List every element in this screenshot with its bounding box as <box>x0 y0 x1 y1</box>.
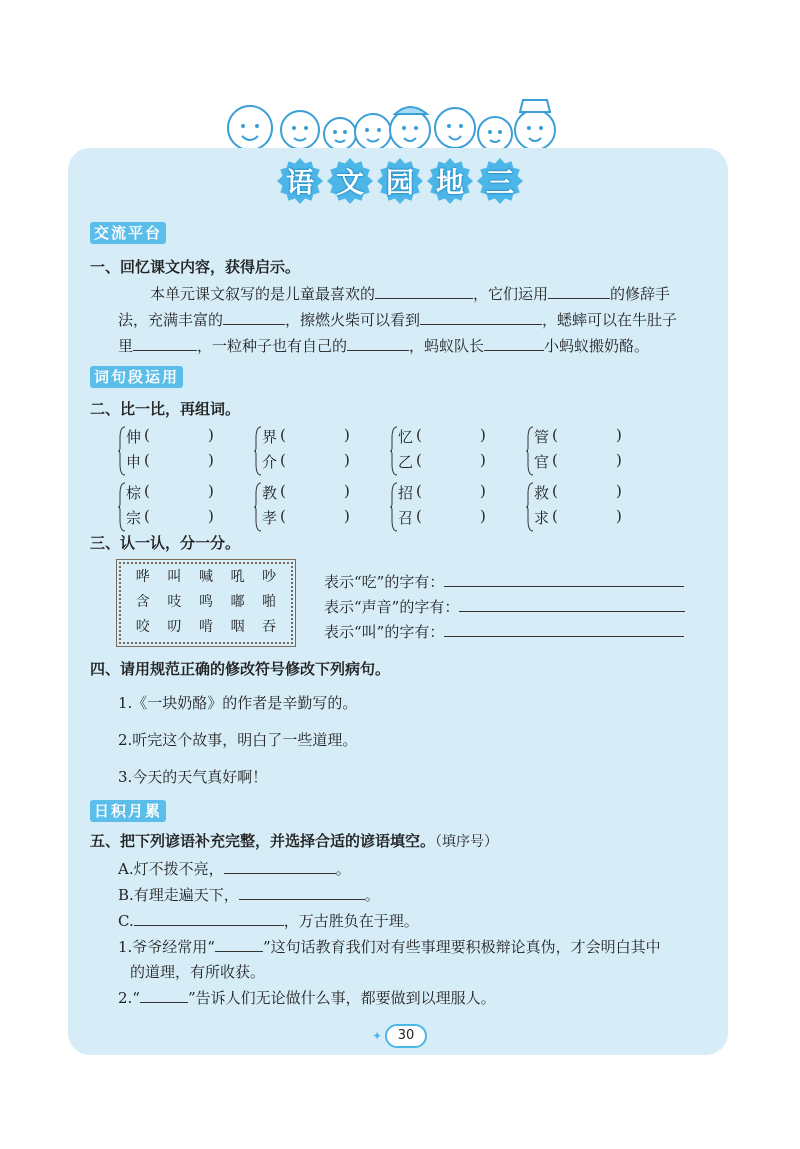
classify-eat: 表示“吃”的字有： <box>324 571 684 592</box>
sentence-item: 2.听完这个故事，明白了一些道理。 <box>118 731 358 749</box>
sparkle-icon: ✦ <box>372 1029 383 1043</box>
proverb-c: C. ，万古胜负在于理。 <box>118 912 419 930</box>
question-2-heading: 二、比一比，再组词。 <box>90 400 241 418</box>
word-pair: 教 ( ) 孝 ( ) <box>254 482 374 534</box>
word-pair: 棕 ( ) 宗 ( ) <box>118 482 238 534</box>
fill-sentence-1: 1.爷爷经常用“ ”这句话教育我们对有些事理要积极辩论真伪，才会明白其中 <box>118 938 661 956</box>
q1-line-2: 法，充满丰富的 ，擦燃火柴可以看到 ，蟋蟀可以在牛肚子 <box>118 311 678 329</box>
blank[interactable] <box>420 310 542 325</box>
blank[interactable] <box>223 310 285 325</box>
char-row: 哗 叫 喊 吼 吵 <box>135 569 277 585</box>
blank[interactable] <box>459 597 685 612</box>
question-1-heading: 一、回忆课文内容，获得启示。 <box>90 258 301 276</box>
word-pair: 伸 ( ) 申 ( ) <box>118 426 238 478</box>
page-number <box>372 1024 427 1048</box>
blank[interactable] <box>215 937 263 952</box>
char-row: 含 吱 鸣 嘟 啪 <box>135 594 277 610</box>
fill-sentence-2: 2.“ ”告诉人们无论做什么事，都要做到以理服人。 <box>118 989 496 1007</box>
proverb-a: A.灯不拨不亮， 。 <box>118 860 351 878</box>
title-char: 地 <box>427 158 473 204</box>
blank[interactable] <box>548 284 610 299</box>
sentence-item: 3.今天的天气真好啊！ <box>118 768 268 786</box>
question-5-heading: 五、把下列谚语补充完整，并选择合适的谚语填空。（填序号） <box>90 832 499 850</box>
blank[interactable] <box>134 911 284 926</box>
question-4-heading: 四、请用规范正确的修改符号修改下列病句。 <box>90 660 391 678</box>
blank[interactable] <box>140 988 188 1003</box>
char-row: 咬 叨 啃 咽 吞 <box>135 619 277 635</box>
question-3-heading: 三、认一认，分一分。 <box>90 534 241 552</box>
blank[interactable] <box>239 885 365 900</box>
title-char: 三 <box>477 158 523 204</box>
page-title <box>0 158 800 204</box>
title-char: 语 <box>277 158 323 204</box>
q1-line-1: 本单元课文叙写的是儿童最喜欢的 ，它们运用 的修辞手 <box>150 285 671 303</box>
character-box <box>119 562 293 644</box>
word-pair: 界 ( ) 介 ( ) <box>254 426 374 478</box>
blank[interactable] <box>375 284 473 299</box>
classify-sound: 表示“声音”的字有： <box>324 596 685 617</box>
word-pair: 救 ( ) 求 ( ) <box>526 482 646 534</box>
section-tag-exchange: 交流平台 <box>90 222 166 244</box>
blank[interactable] <box>133 336 197 351</box>
page-number-label: 30 <box>385 1024 427 1048</box>
word-pair: 招 ( ) 召 ( ) <box>390 482 510 534</box>
fill-sentence-1-cont: 的道理，有所收获。 <box>130 963 266 981</box>
blank[interactable] <box>484 336 544 351</box>
proverb-b: B.有理走遍天下， 。 <box>118 886 380 904</box>
blank[interactable] <box>224 859 336 874</box>
word-pair: 忆 ( ) 乙 ( ) <box>390 426 510 478</box>
blank[interactable] <box>444 622 684 637</box>
classify-call: 表示“叫”的字有： <box>324 621 684 642</box>
word-pair: 管 ( ) 官 ( ) <box>526 426 646 478</box>
q1-line-3: 里 ，一粒种子也有自己的 ，蚂蚁队长 小蚂蚁搬奶酪。 <box>118 337 650 355</box>
section-tag-usage: 词句段运用 <box>90 366 183 388</box>
title-char: 园 <box>377 158 423 204</box>
blank[interactable] <box>347 336 409 351</box>
blank[interactable] <box>444 572 684 587</box>
title-char: 文 <box>327 158 373 204</box>
sentence-item: 1.《一块奶酪》的作者是辛勤写的。 <box>118 694 358 712</box>
section-tag-accumulation: 日积月累 <box>90 800 166 822</box>
